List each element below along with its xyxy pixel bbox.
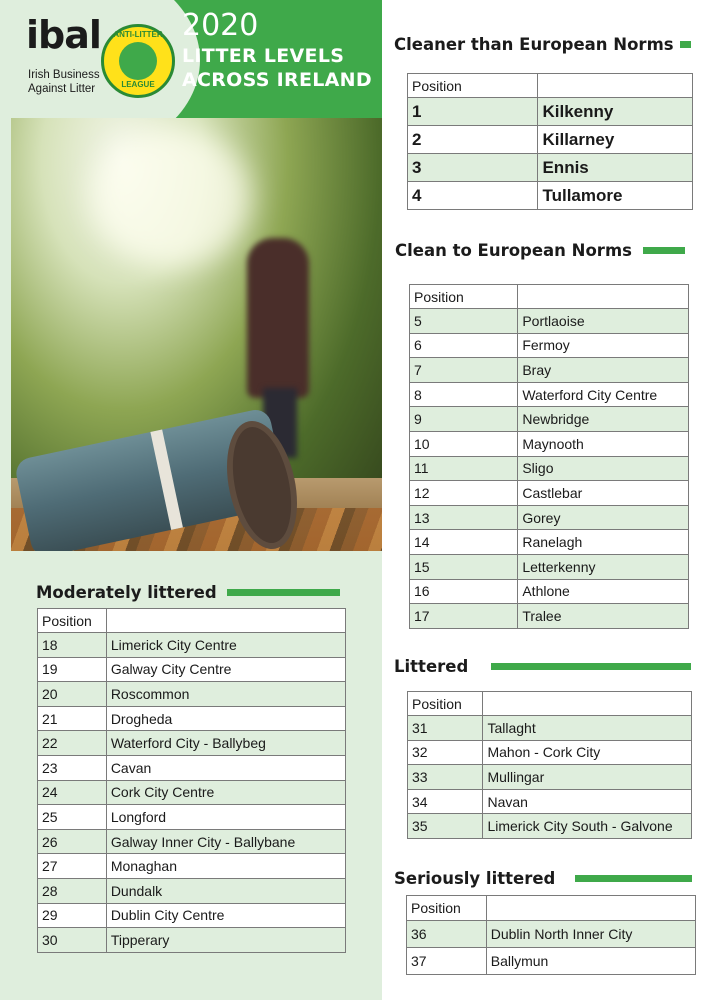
town-cell: Dublin North Inner City [486, 921, 695, 948]
position-cell: 27 [38, 854, 107, 879]
table-row [410, 530, 689, 555]
position-cell: 30 [38, 928, 107, 953]
position-cell: 37 [407, 948, 487, 975]
table-row [410, 309, 689, 334]
table-row [410, 554, 689, 579]
table-row [407, 948, 696, 975]
table-header-row [408, 692, 692, 716]
town-header [106, 609, 345, 633]
table-row [408, 154, 693, 182]
town-header [538, 74, 693, 98]
section-title-clean: Clean to European Norms [395, 241, 632, 260]
title-year: 2020 [182, 8, 259, 43]
position-cell: 21 [38, 706, 107, 731]
table-row [410, 505, 689, 530]
table-row [408, 765, 692, 790]
town-cell: Tallaght [483, 716, 692, 741]
badge-text-bottom: LEAGUE [121, 80, 155, 89]
table-header-row [410, 285, 689, 309]
position-cell: 20 [38, 682, 107, 707]
town-cell: Athlone [518, 579, 689, 604]
position-header: Position [408, 692, 483, 716]
position-cell: 18 [38, 633, 107, 658]
table-row [38, 780, 346, 805]
position-cell: 24 [38, 780, 107, 805]
photo-person [247, 238, 309, 398]
section-title-cleaner: Cleaner than European Norms [394, 35, 674, 54]
position-cell: 14 [410, 530, 518, 555]
position-cell: 33 [408, 765, 483, 790]
table-row [408, 740, 692, 765]
town-cell: Killarney [538, 126, 693, 154]
section-bar-clean [643, 247, 685, 254]
ibal-subtitle-line2: Against Litter [28, 83, 96, 95]
position-cell: 5 [410, 309, 518, 334]
table-row [38, 706, 346, 731]
town-header [483, 692, 692, 716]
position-cell: 34 [408, 789, 483, 814]
position-cell: 22 [38, 731, 107, 756]
town-cell: Navan [483, 789, 692, 814]
town-cell: Ennis [538, 154, 693, 182]
position-cell: 29 [38, 903, 107, 928]
table-row [38, 731, 346, 756]
position-cell: 4 [408, 182, 538, 210]
table-row [410, 382, 689, 407]
table-row [410, 333, 689, 358]
position-cell: 12 [410, 481, 518, 506]
position-header: Position [407, 896, 487, 921]
table-row [410, 579, 689, 604]
position-cell: 10 [410, 431, 518, 456]
town-cell: Monaghan [106, 854, 345, 879]
town-cell: Drogheda [106, 706, 345, 731]
town-cell: Sligo [518, 456, 689, 481]
table-row [408, 716, 692, 741]
position-cell: 28 [38, 878, 107, 903]
town-cell: Cavan [106, 755, 345, 780]
town-cell: Waterford City Centre [518, 382, 689, 407]
position-cell: 13 [410, 505, 518, 530]
table-row [38, 854, 346, 879]
position-cell: 19 [38, 657, 107, 682]
town-cell: Castlebar [518, 481, 689, 506]
town-cell: Mahon - Cork City [483, 740, 692, 765]
position-cell: 6 [410, 333, 518, 358]
position-header: Position [410, 285, 518, 309]
town-cell: Ballymun [486, 948, 695, 975]
title-line-1: LITTER LEVELS [182, 45, 345, 67]
table-row [38, 878, 346, 903]
position-cell: 23 [38, 755, 107, 780]
town-cell: Mullingar [483, 765, 692, 790]
position-cell: 17 [410, 604, 518, 629]
table-moderate [37, 608, 346, 953]
town-cell: Galway City Centre [106, 657, 345, 682]
table-littered [407, 691, 692, 839]
section-bar-moderate [227, 589, 340, 596]
table-row [408, 182, 693, 210]
position-cell: 36 [407, 921, 487, 948]
table-row [38, 657, 346, 682]
table-row [38, 755, 346, 780]
position-cell: 15 [410, 554, 518, 579]
badge-text-top: ANTI-LITTER [113, 30, 163, 39]
table-row [38, 682, 346, 707]
position-cell: 16 [410, 579, 518, 604]
photo-light [91, 128, 251, 268]
town-header [518, 285, 689, 309]
section-bar-serious [575, 875, 692, 882]
town-cell: Tralee [518, 604, 689, 629]
town-cell: Maynooth [518, 431, 689, 456]
town-cell: Dublin City Centre [106, 903, 345, 928]
table-row [38, 805, 346, 830]
town-cell: Dundalk [106, 878, 345, 903]
position-cell: 9 [410, 407, 518, 432]
table-header-row [408, 74, 693, 98]
position-cell: 32 [408, 740, 483, 765]
town-cell: Cork City Centre [106, 780, 345, 805]
table-row [410, 431, 689, 456]
town-cell: Roscommon [106, 682, 345, 707]
section-bar-littered [491, 663, 691, 670]
table-clean [409, 284, 689, 629]
table-row [38, 928, 346, 953]
town-cell: Tipperary [106, 928, 345, 953]
town-cell: Limerick City Centre [106, 633, 345, 658]
table-row [38, 633, 346, 658]
table-header-row [407, 896, 696, 921]
ibal-logo: ibal [26, 13, 101, 57]
section-title-littered: Littered [394, 657, 469, 676]
town-cell: Fermoy [518, 333, 689, 358]
section-title-moderate: Moderately littered [36, 583, 217, 602]
town-cell: Gorey [518, 505, 689, 530]
table-row [38, 829, 346, 854]
position-cell: 1 [408, 98, 538, 126]
town-cell: Galway Inner City - Ballybane [106, 829, 345, 854]
section-title-serious: Seriously littered [394, 869, 556, 888]
table-row [408, 814, 692, 839]
position-cell: 2 [408, 126, 538, 154]
table-row [408, 789, 692, 814]
ibal-subtitle [28, 68, 100, 96]
position-header: Position [38, 609, 107, 633]
position-cell: 26 [38, 829, 107, 854]
position-cell: 35 [408, 814, 483, 839]
table-cleaner [407, 73, 693, 210]
position-cell: 31 [408, 716, 483, 741]
litter-photo [11, 118, 382, 551]
position-cell: 11 [410, 456, 518, 481]
town-cell: Ranelagh [518, 530, 689, 555]
cup-band [150, 430, 183, 530]
ibal-subtitle-line1: Irish Business [28, 69, 100, 81]
anti-litter-league-badge [101, 24, 175, 98]
table-row [410, 456, 689, 481]
position-cell: 7 [410, 358, 518, 383]
town-cell: Limerick City South - Galvone [483, 814, 692, 839]
position-cell: 25 [38, 805, 107, 830]
town-cell: Kilkenny [538, 98, 693, 126]
position-cell: 3 [408, 154, 538, 182]
town-cell: Portlaoise [518, 309, 689, 334]
table-row [410, 407, 689, 432]
position-cell: 8 [410, 382, 518, 407]
table-row [408, 98, 693, 126]
table-serious [406, 895, 696, 975]
town-cell: Tullamore [538, 182, 693, 210]
title-line-2: ACROSS IRELAND [182, 69, 372, 91]
town-cell: Waterford City - Ballybeg [106, 731, 345, 756]
badge-emblem-icon [119, 42, 157, 80]
page-title [182, 8, 372, 92]
position-header: Position [408, 74, 538, 98]
town-cell: Newbridge [518, 407, 689, 432]
table-row [410, 481, 689, 506]
town-header [486, 896, 695, 921]
table-header-row [38, 609, 346, 633]
section-bar-cleaner [680, 41, 691, 48]
table-row [410, 358, 689, 383]
town-cell: Letterkenny [518, 554, 689, 579]
table-row [407, 921, 696, 948]
town-cell: Longford [106, 805, 345, 830]
table-row [410, 604, 689, 629]
table-row [38, 903, 346, 928]
town-cell: Bray [518, 358, 689, 383]
table-row [408, 126, 693, 154]
